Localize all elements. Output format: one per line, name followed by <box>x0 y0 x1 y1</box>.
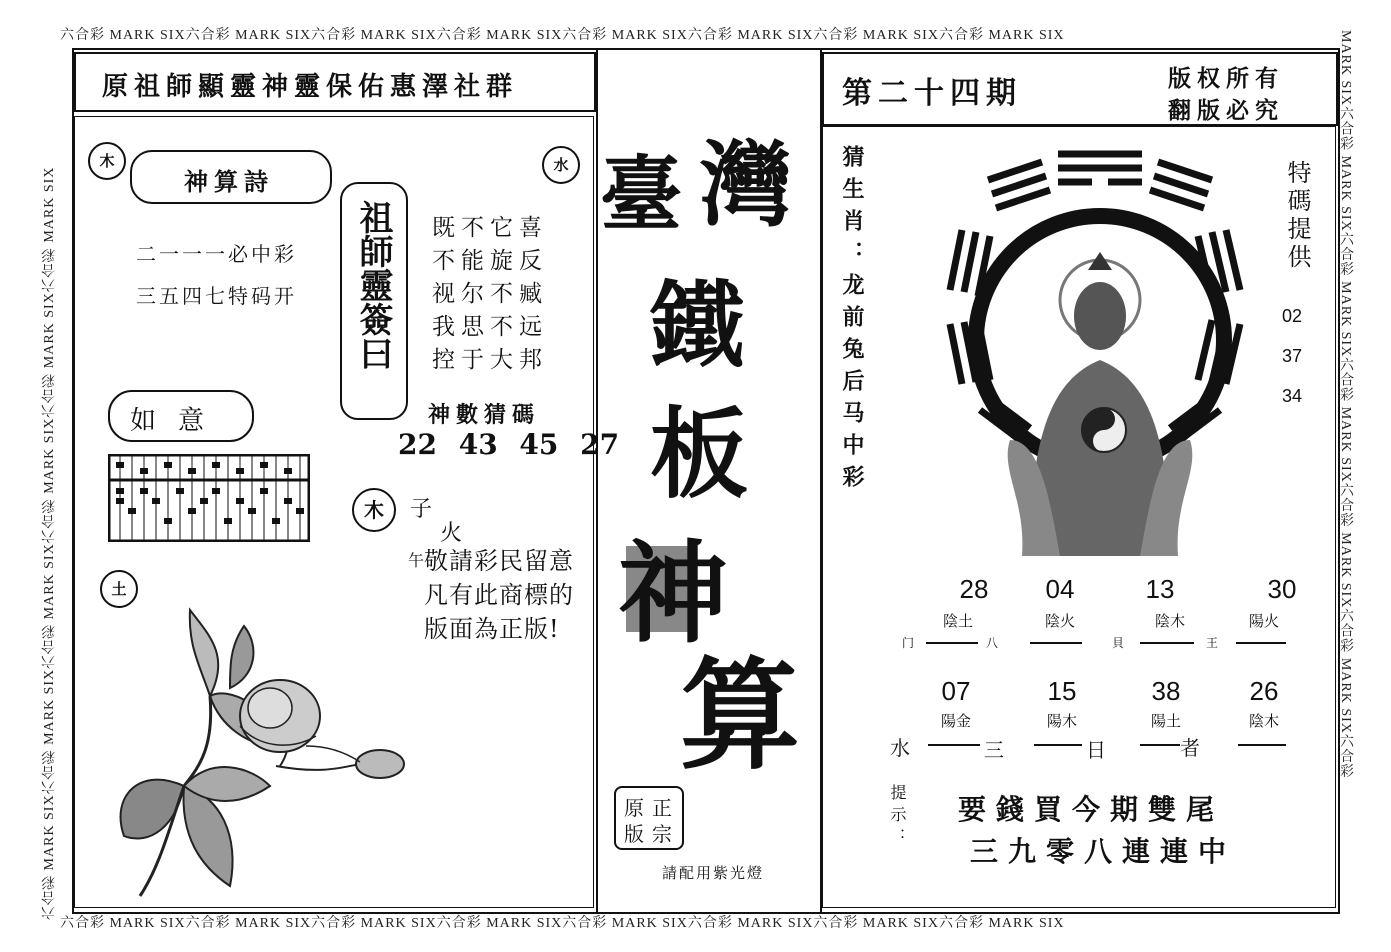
rights-line-1: 版权所有 <box>1168 65 1284 92</box>
title-char-2: 灣 <box>700 131 793 239</box>
gods-numbers-title: 神數猜碼 <box>428 402 541 428</box>
verse-line: 我思不远 <box>432 314 548 340</box>
title-char-4: 板 <box>650 397 749 512</box>
number-cell: 30 <box>1267 574 1297 604</box>
number-cell: 07 <box>941 676 971 706</box>
poem-line-1: 二一一一必中彩 <box>136 242 297 266</box>
puzzle-rule <box>1034 744 1082 746</box>
title-char-1: 臺 <box>600 147 683 243</box>
title-char-6: 算 <box>680 645 800 786</box>
puzzle-rule <box>1236 642 1286 644</box>
watermark-right: MARK SIX六合彩 MARK SIX六合彩 MARK SIX六合彩 MARK SIX六合彩 MARK SIX六合彩 MARK SIX六合彩 <box>1338 30 1353 779</box>
element-cell: 陽土 <box>1150 712 1181 730</box>
element-cell: 陽火 <box>1248 612 1279 630</box>
number-cell: 38 <box>1151 676 1181 706</box>
wood-circle: 木 <box>352 488 396 532</box>
guess-zodiac: 猜生肖：龙前兔后马中彩 <box>839 145 865 497</box>
bagua-deity-illustration <box>930 140 1270 560</box>
puzzle-rule <box>1030 642 1082 644</box>
abacus-illustration <box>108 454 310 542</box>
element-cell: 陰火 <box>1044 612 1075 630</box>
puzzle-mark: 日 <box>1086 738 1106 762</box>
right-header <box>822 52 1338 126</box>
left-header-text: 原祖師顯靈神靈保佑惠澤社群 <box>102 72 519 102</box>
seal-char: 原 <box>624 796 644 820</box>
title-char-5: 神 <box>618 529 728 658</box>
shrine-label: 祖師靈簽曰 <box>353 200 393 370</box>
special-code: 02 <box>1282 306 1303 326</box>
earth-circle: 土 <box>100 570 138 608</box>
number-cell: 04 <box>1045 574 1075 604</box>
shrine-box <box>340 182 408 420</box>
puzzle-mark: 貝 <box>1112 636 1125 650</box>
watermark-bottom: 六合彩 MARK SIX六合彩 MARK SIX六合彩 MARK SIX六合彩 MARK SIX六合彩 MARK SIX六合彩 MARK SIX六合彩 MARK SIX六合彩 MARK SIX <box>60 916 1065 931</box>
element-cell: 陽金 <box>940 712 971 730</box>
special-code: 34 <box>1282 386 1303 406</box>
puzzle-rule <box>1140 744 1180 746</box>
poem-line-2: 三五四七特码开 <box>136 284 297 308</box>
puzzle-rule <box>1140 642 1194 644</box>
puzzle-rule <box>1238 744 1286 746</box>
element-cell: 陰木 <box>1154 612 1185 630</box>
tip-label: 提示： <box>888 784 907 850</box>
puzzle-mark: 水 <box>890 736 910 760</box>
puzzle-mark: 门 <box>902 636 915 650</box>
poem-title: 神算詩 <box>184 167 274 196</box>
poem-title-box <box>130 150 332 204</box>
zhengzong-seal <box>614 786 684 850</box>
notice-line: 凡有此商標的 <box>424 581 574 609</box>
seal-char: 正 <box>652 796 672 820</box>
corner-water-circle: 水 <box>542 146 580 184</box>
special-code: 37 <box>1282 346 1303 366</box>
huo-char: 火 <box>440 521 463 546</box>
title-char-3: 鐵 <box>650 271 745 381</box>
number-cell: 28 <box>959 574 989 604</box>
verse-line: 视尔不臧 <box>432 281 548 307</box>
verse-line: 既不它喜 <box>432 215 548 241</box>
verse-line: 控于大邦 <box>432 347 548 373</box>
number-cell: 15 <box>1047 676 1077 706</box>
wu-char: 午 <box>408 551 425 570</box>
tip-line-2: 三九零八連連中 <box>970 835 1237 868</box>
verse-block <box>432 212 548 377</box>
tip-line-1: 要錢買今期雙尾 <box>958 793 1225 826</box>
gods-numbers: 22 43 45 27 <box>398 428 620 461</box>
zi-char: 子 <box>410 497 433 522</box>
notice-line: 敬請彩民留意 <box>424 547 574 575</box>
seal-char: 版 <box>624 822 644 846</box>
puzzle-rule <box>928 744 980 746</box>
puzzle-mark: 者 <box>1180 736 1200 760</box>
corner-wood-circle: 木 <box>88 142 126 180</box>
element-cell: 陰木 <box>1248 712 1279 730</box>
notice-line: 版面為正版! <box>424 615 560 643</box>
rights-line-2: 翻版必究 <box>1168 97 1284 124</box>
number-cell: 13 <box>1145 574 1175 604</box>
seal-char: 宗 <box>652 822 672 846</box>
left-header <box>74 52 596 112</box>
puzzle-mark: 三 <box>984 738 1004 762</box>
watermark-left: 六合彩 MARK SIX六合彩 MARK SIX六合彩 MARK SIX六合彩 MARK SIX六合彩 MARK SIX六合彩 MARK SIX <box>42 166 57 920</box>
uv-light-note: 請配用紫光燈 <box>662 864 765 882</box>
puzzle-mark: 王 <box>1206 636 1219 650</box>
puzzle-mark: 八 <box>986 636 999 650</box>
puzzle-rule <box>926 642 978 644</box>
issue-number: 第二十四期 <box>842 76 1022 111</box>
flower-illustration <box>80 596 460 906</box>
ruyi-label: 如意 <box>130 406 227 436</box>
number-cell: 26 <box>1249 676 1279 706</box>
element-cell: 陰土 <box>942 612 973 630</box>
ruyi-box <box>108 390 254 442</box>
verse-line: 不能旋反 <box>432 248 548 274</box>
special-code-title: 特碼提供 <box>1283 160 1311 272</box>
watermark-top: 六合彩 MARK SIX六合彩 MARK SIX六合彩 MARK SIX六合彩 MARK SIX六合彩 MARK SIX六合彩 MARK SIX六合彩 MARK SIX六合彩 MARK SIX <box>60 28 1065 43</box>
element-cell: 陽木 <box>1046 712 1077 730</box>
